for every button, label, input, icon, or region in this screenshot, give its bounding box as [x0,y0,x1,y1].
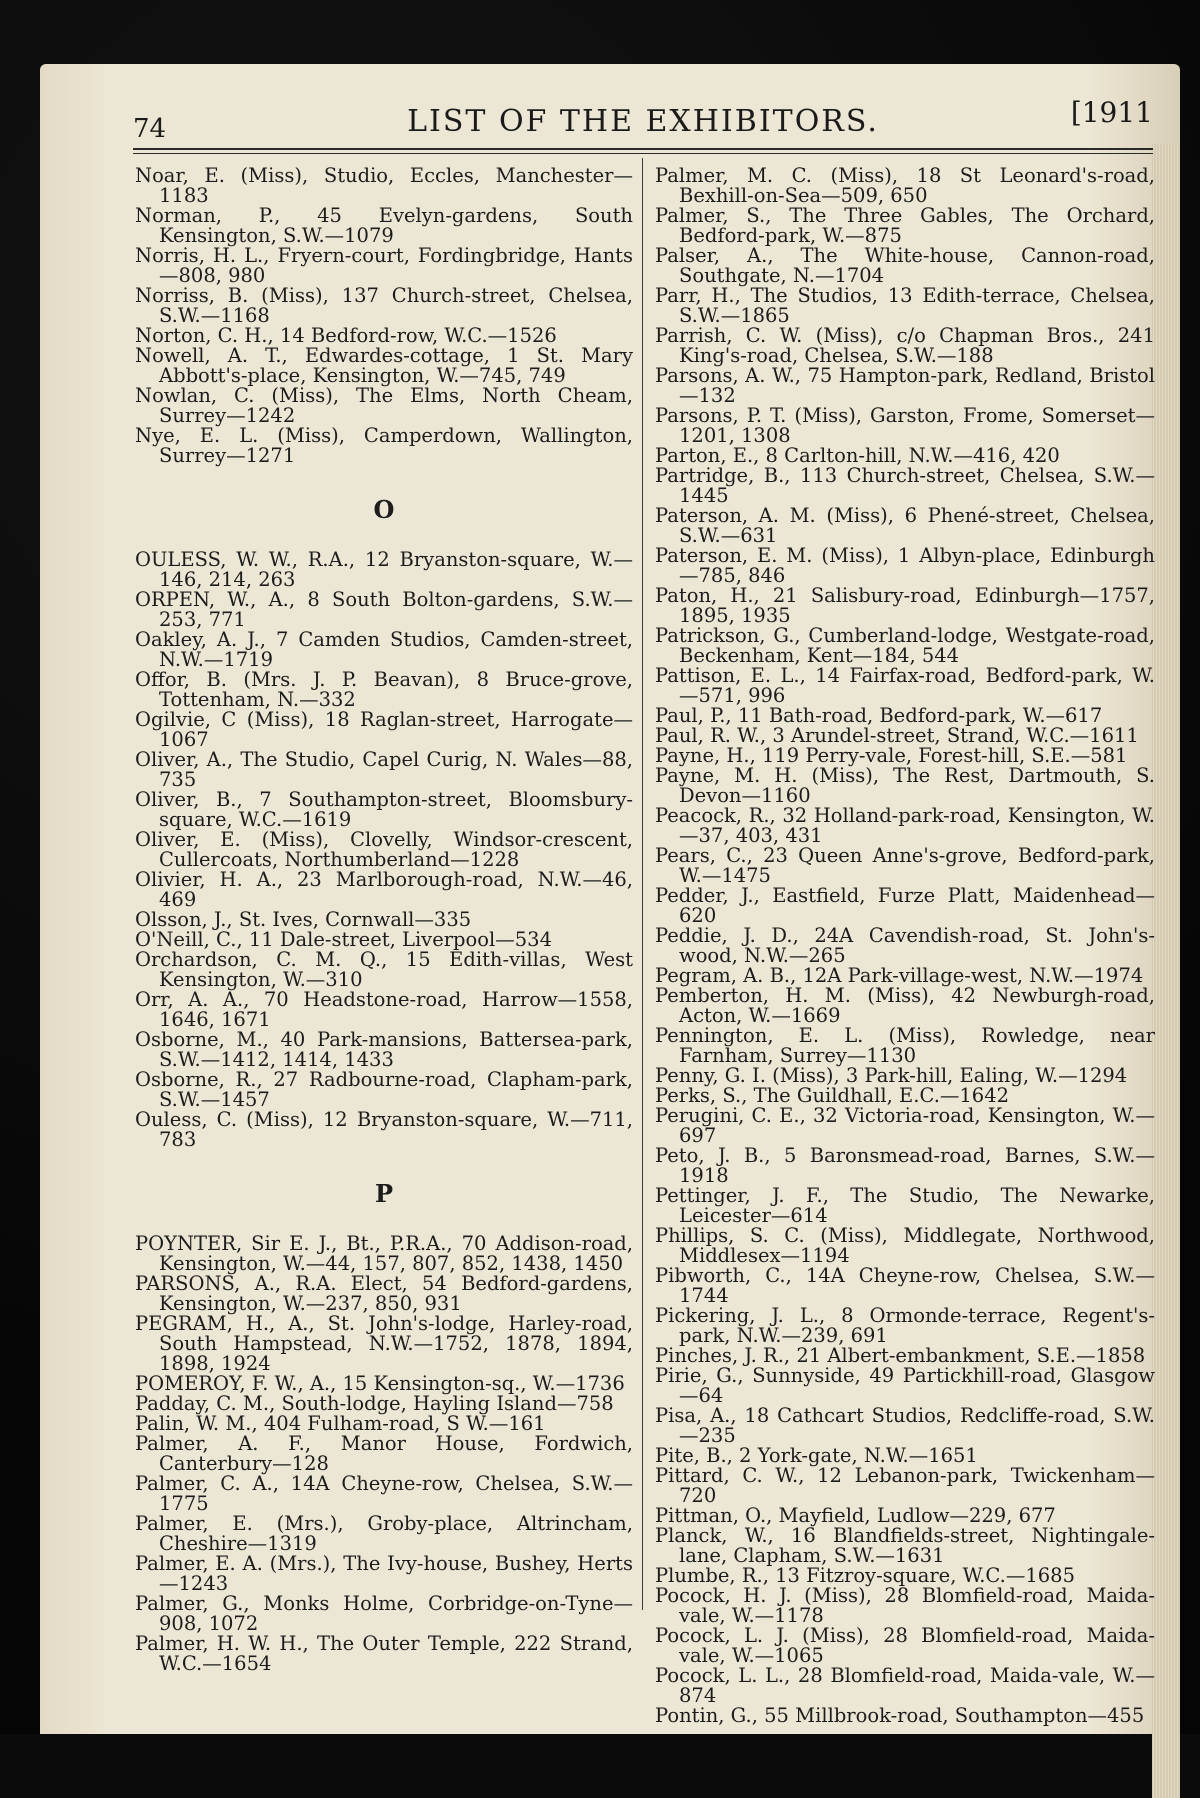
exhibitor-entry: Palmer, E. (Mrs.), Groby-place, Altrincham, Cheshire—1319 [135,1512,633,1555]
page-edges [1152,144,1180,1798]
exhibitor-entry: Palmer, M. C. (Miss), 18 St Leonard's-road, Bexhill-on-Sea—509, 650 [655,164,1155,207]
exhibitor-entry: Pibworth, C., 14A Cheyne-row, Chelsea, S.W.—1744 [655,1264,1155,1307]
exhibitor-entry: Paton, H., 21 Salisbury-road, Edinburgh—1757, 1895, 1935 [655,584,1155,627]
header-rule [133,148,1153,150]
exhibitor-entry: Pocock, L. J. (Miss), 28 Blomfield-road, Maida-vale, W.—1065 [655,1624,1155,1667]
exhibitor-entry: Osborne, M., 40 Park-mansions, Battersea-park, S.W.—1412, 1414, 1433 [135,1028,633,1071]
exhibitor-entry: Nowell, A. T., Edwardes-cottage, 1 St. Mary Abbott's-place, Kensington, W.—745, 749 [135,344,633,387]
exhibitor-entry: POMEROY, F. W., A., 15 Kensington-sq., W.—1736 [135,1372,625,1395]
exhibitor-entry: Pattison, E. L., 14 Fairfax-road, Bedford-park, W.—571, 996 [655,664,1155,707]
exhibitor-entry: Orchardson, C. M. Q., 15 Edith-villas, West Kensington, W.—310 [135,948,633,991]
exhibitor-entry: Pears, C., 23 Queen Anne's-grove, Bedford-park, W.—1475 [655,844,1155,887]
header-rule-thin [133,153,1153,154]
exhibitor-entry: Oliver, A., The Studio, Capel Curig, N. Wales—88, 735 [135,748,633,791]
page-number: 74 [133,114,167,144]
exhibitor-entry: Norris, H. L., Fryern-court, Fordingbridge, Hants—808, 980 [135,244,633,287]
exhibitor-entry: Palmer, H. W. H., The Outer Temple, 222 Strand, W.C.—1654 [135,1632,633,1675]
exhibitor-entry: Peddie, J. D., 24A Cavendish-road, St. John's-wood, N.W.—265 [655,924,1155,967]
exhibitor-entry: Patrickson, G., Cumberland-lodge, Westgate-road, Beckenham, Kent—184, 544 [655,624,1155,667]
exhibitor-entry: Norriss, B. (Miss), 137 Church-street, Chelsea, S.W.—1168 [135,284,633,327]
exhibitor-entry: ORPEN, W., A., 8 South Bolton-gardens, S.W.—253, 771 [135,588,633,631]
exhibitor-entry: Paterson, A. M. (Miss), 6 Phené-street, Chelsea, S.W.—631 [655,504,1155,547]
exhibitor-entry: Norton, C. H., 14 Bedford-row, W.C.—1526 [135,324,557,347]
exhibitor-entry: Parton, E., 8 Carlton-hill, N.W.—416, 420 [655,444,1060,467]
exhibitor-entry: Penny, G. I. (Miss), 3 Park-hill, Ealing, W.—1294 [655,1064,1128,1087]
exhibitor-entry: Pittard, C. W., 12 Lebanon-park, Twickenham—720 [655,1464,1155,1507]
exhibitor-entry: Pirie, G., Sunnyside, 49 Partickhill-road, Glasgow—64 [655,1364,1155,1407]
exhibitor-entry: Pocock, H. J. (Miss), 28 Blomfield-road, Maida-vale, W.—1178 [655,1584,1155,1627]
exhibitor-entry: Pemberton, H. M. (Miss), 42 Newburgh-road, Acton, W.—1669 [655,984,1155,1027]
exhibitor-entry: O'Neill, C., 11 Dale-street, Liverpool—534 [135,928,552,951]
exhibitor-entry: Perks, S., The Guildhall, E.C.—1642 [655,1084,1010,1107]
exhibitor-entry: Norman, P., 45 Evelyn-gardens, South Kensington, S.W.—1079 [135,204,633,247]
exhibitor-entry: Palmer, G., Monks Holme, Corbridge-on-Tyne—908, 1072 [135,1592,633,1635]
exhibitor-entry: Planck, W., 16 Blandfields-street, Nightingale-lane, Clapham, S.W.—1631 [655,1524,1155,1567]
exhibitor-entry: Payne, M. H. (Miss), The Rest, Dartmouth, S. Devon—1160 [655,764,1155,807]
exhibitor-entry: Offor, B. (Mrs. J. P. Beavan), 8 Bruce-grove, Tottenham, N.—332 [135,668,633,711]
exhibitor-entry: Perugini, C. E., 32 Victoria-road, Kensington, W.—697 [655,1104,1155,1147]
exhibitor-entry: Parrish, C. W. (Miss), c/o Chapman Bros., 241 King's-road, Chelsea, S.W.—188 [655,324,1155,367]
exhibitor-entry: Pinches, J. R., 21 Albert-embankment, S.E.—1858 [655,1344,1146,1367]
exhibitor-entry: Pedder, J., Eastfield, Furze Platt, Maidenhead—620 [655,884,1155,927]
exhibitor-entry: Parsons, A. W., 75 Hampton-park, Redland, Bristol—132 [655,364,1155,407]
column-divider [642,158,643,1610]
exhibitor-entry: Osborne, R., 27 Radbourne-road, Clapham-park, S.W.—1457 [135,1068,633,1111]
exhibitor-entry: Padday, C. M., South-lodge, Hayling Island—758 [135,1392,614,1415]
exhibitor-entry: Parr, H., The Studios, 13 Edith-terrace, Chelsea, S.W.—1865 [655,284,1155,327]
right-column [655,166,1155,1726]
exhibitor-entry: Oakley, A. J., 7 Camden Studios, Camden-street, N.W.—1719 [135,628,633,671]
exhibitor-entry: Partridge, B., 113 Church-street, Chelsea, S.W.—1445 [655,464,1155,507]
exhibitor-entry: Nowlan, C. (Miss), The Elms, North Cheam, Surrey—1242 [135,384,633,427]
exhibitor-entry: Nye, E. L. (Miss), Camperdown, Wallington, Surrey—1271 [135,424,633,467]
exhibitor-entry: Peto, J. B., 5 Baronsmead-road, Barnes, S.W.—1918 [655,1144,1155,1187]
exhibitor-entry: OULESS, W. W., R.A., 12 Bryanston-square, W.—146, 214, 263 [135,548,633,591]
exhibitor-entry: Payne, H., 119 Perry-vale, Forest-hill, S.E.—581 [655,744,1128,767]
year-label: [1911 [1070,96,1153,129]
exhibitor-entry: Pittman, O., Mayfield, Ludlow—229, 677 [655,1504,1056,1527]
exhibitor-entry: Ouless, C. (Miss), 12 Bryanston-square, W.—711, 783 [135,1108,633,1151]
exhibitor-entry: Parsons, P. T. (Miss), Garston, Frome, Somerset—1201, 1308 [655,404,1155,447]
exhibitor-entry: PEGRAM, H., A., St. John's-lodge, Harley-road, South Hampstead, N.W.—1752, 1878, 1894, 1898, 1924 [135,1312,633,1375]
exhibitor-entry: Peacock, R., 32 Holland-park-road, Kensington, W.—37, 403, 431 [655,804,1155,847]
exhibitor-entry: Pettinger, J. F., The Studio, The Newarke, Leicester—614 [655,1184,1155,1227]
exhibitor-entry: Palin, W. M., 404 Fulham-road, S W.—161 [135,1412,546,1435]
exhibitor-entry: Orr, A. A., 70 Headstone-road, Harrow—1558, 1646, 1671 [135,988,633,1031]
exhibitor-entry: Pisa, A., 18 Cathcart Studios, Redcliffe-road, S.W.—235 [655,1404,1155,1447]
running-title: LIST OF THE EXHIBITORS. [407,104,879,139]
exhibitor-entry: Paterson, E. M. (Miss), 1 Albyn-place, Edinburgh—785, 846 [655,544,1155,587]
page-header [133,96,1153,146]
exhibitor-entry: Paul, R. W., 3 Arundel-street, Strand, W.C.—1611 [655,724,1139,747]
exhibitor-entry: Noar, E. (Miss), Studio, Eccles, Manchester—1183 [135,164,633,207]
exhibitor-entry: Pite, B., 2 York-gate, N.W.—1651 [655,1444,978,1467]
exhibitor-entry: Palmer, E. A. (Mrs.), The Ivy-house, Bushey, Herts—1243 [135,1552,633,1595]
section-letter: P [374,1179,394,1208]
exhibitor-entry: Palmer, C. A., 14A Cheyne-row, Chelsea, S.W.—1775 [135,1472,633,1515]
exhibitor-entry: Plumbe, R., 13 Fitzroy-square, W.C.—1685 [655,1564,1075,1587]
exhibitor-entry: Pontin, G., 55 Millbrook-road, Southampton—455 [655,1704,1145,1727]
exhibitor-entry: Oliver, B., 7 Southampton-street, Bloomsbury-square, W.C.—1619 [135,788,633,831]
exhibitor-entry: Oliver, E. (Miss), Clovelly, Windsor-crescent, Cullercoats, Northumberland—1228 [135,828,633,871]
exhibitor-entry: Paul, P., 11 Bath-road, Bedford-park, W.—617 [655,704,1103,727]
exhibitor-entry: Pennington, E. L. (Miss), Rowledge, near Farnham, Surrey—1130 [655,1024,1155,1067]
section-letter: O [373,495,395,524]
exhibitor-entry: Ogilvie, C (Miss), 18 Raglan-street, Harrogate—1067 [135,708,633,751]
exhibitor-entry: PARSONS, A., R.A. Elect, 54 Bedford-gardens, Kensington, W.—237, 850, 931 [135,1272,633,1315]
left-column [135,166,633,1674]
exhibitor-entry: Palmer, S., The Three Gables, The Orchard, Bedford-park, W.—875 [655,204,1155,247]
exhibitor-entry: Olsson, J., St. Ives, Cornwall—335 [135,908,472,931]
exhibitor-entry: Palser, A., The White-house, Cannon-road, Southgate, N.—1704 [655,244,1155,287]
exhibitor-entry: Pocock, L. L., 28 Blomfield-road, Maida-vale, W.—874 [655,1664,1155,1707]
exhibitor-entry: Pickering, J. L., 8 Ormonde-terrace, Regent's-park, N.W.—239, 691 [655,1304,1155,1347]
exhibitor-entry: Palmer, A. F., Manor House, Fordwich, Canterbury—128 [135,1432,633,1475]
exhibitor-entry: Olivier, H. A., 23 Marlborough-road, N.W.—46, 469 [135,868,633,911]
exhibitor-entry: Pegram, A. B., 12A Park-village-west, N.W.—1974 [655,964,1144,987]
exhibitor-entry: POYNTER, Sir E. J., Bt., P.R.A., 70 Addison-road, Kensington, W.—44, 157, 807, 852, 1438, 1450 [135,1232,633,1275]
exhibitor-entry: Phillips, S. C. (Miss), Middlegate, Northwood, Middlesex—1194 [655,1224,1155,1267]
